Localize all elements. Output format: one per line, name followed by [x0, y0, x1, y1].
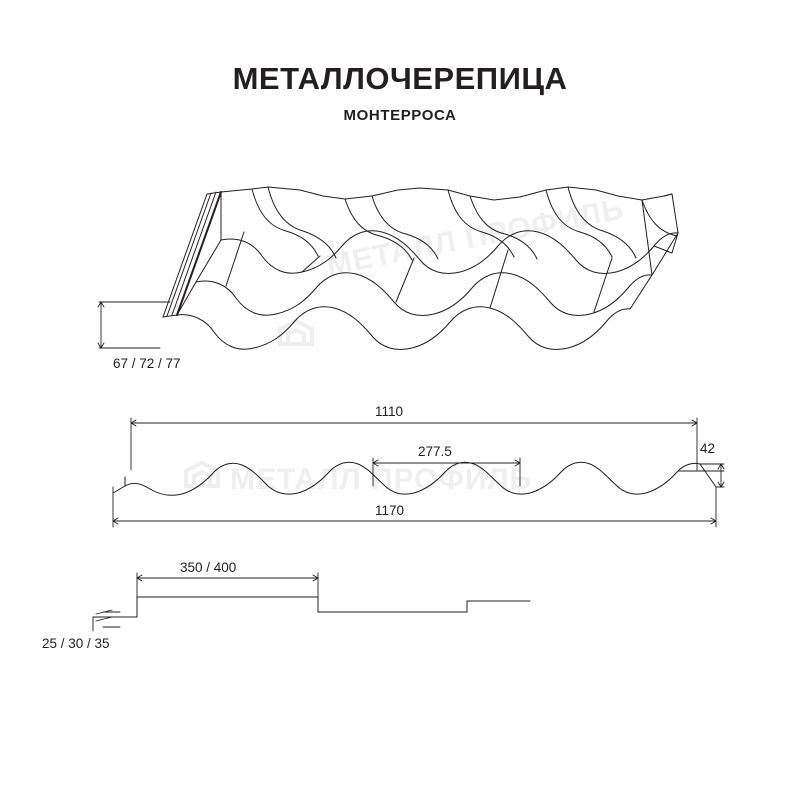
dimension-useful-width: [131, 418, 697, 470]
watermark-text-top: МЕТАЛЛ ПРОФИЛЬ: [324, 192, 627, 283]
dimension-step-length: [137, 573, 318, 597]
page-subtitle: МОНТЕРРОСА: [343, 107, 457, 125]
label-full-width: 1170: [375, 503, 405, 518]
dimension-height: [98, 302, 170, 348]
step-profile: [93, 597, 530, 617]
label-step-height: 25 / 30 / 35: [42, 636, 110, 651]
label-step-length: 350 / 400: [180, 560, 237, 575]
isometric-tile-view: [163, 187, 678, 350]
dimension-step-height: [93, 610, 120, 631]
label-height: 67 / 72 / 77: [113, 356, 181, 371]
page-title: МЕТАЛЛОЧЕРЕПИЦА: [232, 61, 568, 96]
label-wave-height: 42: [700, 441, 716, 456]
label-wave-pitch: 277.5: [418, 444, 452, 459]
watermark-text-bottom: МЕТАЛЛ ПРОФИЛЬ: [230, 463, 533, 496]
dimension-wave-pitch: [373, 458, 520, 486]
dimension-wave-height: [678, 464, 724, 487]
cross-section-profile: [113, 462, 716, 495]
label-useful-width: 1110: [375, 404, 404, 419]
